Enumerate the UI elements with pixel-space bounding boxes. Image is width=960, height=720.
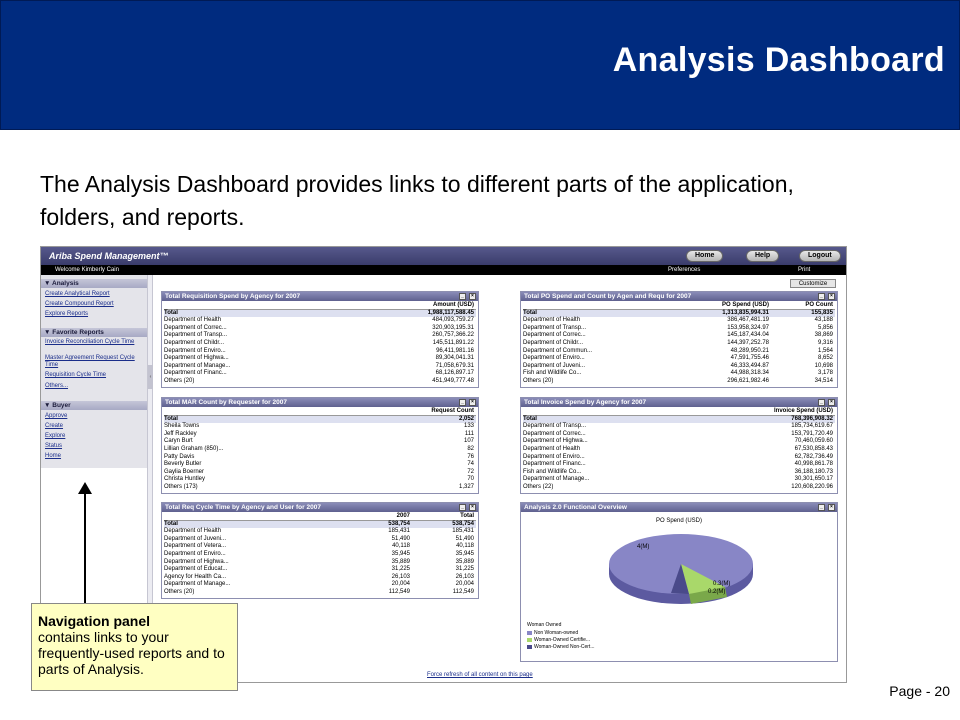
row-value: 10,698 bbox=[814, 362, 833, 369]
row-value: 26,103 bbox=[391, 573, 410, 580]
row-value: 96,411,981.16 bbox=[436, 347, 474, 354]
row-label: Total bbox=[523, 415, 537, 422]
widget-table bbox=[521, 407, 837, 493]
nav-section-analysis[interactable]: ▼ Analysis bbox=[41, 279, 149, 288]
row-label: Sheila Towns bbox=[164, 423, 200, 430]
nav-section-favorite-reports[interactable]: ▼ Favorite Reports bbox=[41, 328, 149, 337]
row-value: 40,118 bbox=[392, 543, 410, 550]
widget-req-cycle-time bbox=[161, 502, 479, 599]
minimize-icon[interactable]: _ bbox=[459, 504, 466, 511]
row-value: 3,178 bbox=[817, 370, 833, 377]
legend-swatch bbox=[527, 631, 532, 635]
widget-functional-overview bbox=[520, 502, 838, 662]
row-label: Department of Financ... bbox=[164, 370, 227, 377]
row-value: 185,734,619.67 bbox=[791, 423, 833, 430]
row-value: 112,549 bbox=[388, 588, 410, 595]
row-value: 133 bbox=[463, 423, 474, 430]
row-value: 67,530,858.43 bbox=[794, 445, 833, 452]
widget-title: Total PO Spend and Count by Agen and Requ for 2007 _ × bbox=[521, 292, 837, 301]
table-row[interactable] bbox=[164, 340, 476, 348]
legend-item: Woman-Owned Non-Cert... bbox=[527, 644, 594, 650]
row-value: 145,187,434.04 bbox=[727, 332, 769, 339]
row-value: 51,490 bbox=[391, 535, 410, 542]
close-icon[interactable]: × bbox=[469, 293, 476, 300]
row-value: 31,225 bbox=[455, 566, 474, 573]
table-row[interactable] bbox=[523, 446, 835, 454]
row-value: 62,782,736.49 bbox=[794, 453, 833, 460]
row-label: Department of Health bbox=[164, 317, 222, 324]
row-value: 36,188,180.73 bbox=[794, 468, 833, 475]
row-value: 107 bbox=[463, 438, 474, 445]
table-row[interactable] bbox=[164, 559, 476, 567]
close-icon[interactable]: × bbox=[469, 504, 476, 511]
row-label: Agency for Health Ca... bbox=[164, 573, 227, 580]
row-value: 185,431 bbox=[452, 528, 474, 535]
row-value: 153,791,720.49 bbox=[791, 430, 833, 437]
table-row[interactable] bbox=[164, 317, 476, 325]
row-value: 9,316 bbox=[817, 339, 833, 346]
pie-chart-title: PO Spend (USD) bbox=[655, 518, 703, 524]
column-header: PO Count bbox=[805, 302, 833, 308]
row-label: Department of Correc... bbox=[523, 332, 586, 339]
row-value: 2,052 bbox=[458, 415, 474, 422]
row-value: 120,608,220.96 bbox=[791, 483, 833, 490]
nav-link-status[interactable]: Status bbox=[45, 443, 63, 449]
table-row[interactable] bbox=[164, 370, 476, 378]
row-value: 153,958,324.97 bbox=[727, 324, 769, 331]
row-label: Department of Correc... bbox=[164, 324, 227, 331]
table-row[interactable] bbox=[523, 348, 835, 356]
total-row[interactable] bbox=[523, 416, 835, 424]
widget-table bbox=[162, 512, 478, 598]
table-row[interactable] bbox=[523, 431, 835, 439]
minimize-icon[interactable]: _ bbox=[459, 399, 466, 406]
total-row[interactable] bbox=[164, 310, 476, 318]
table-row[interactable] bbox=[523, 355, 835, 363]
table-row[interactable] bbox=[164, 543, 476, 551]
table-row[interactable] bbox=[523, 332, 835, 340]
row-label: Beverly Butler bbox=[164, 461, 202, 468]
row-label: Department of Childr... bbox=[523, 339, 584, 346]
widget-mar-count bbox=[161, 397, 479, 494]
logout-button[interactable]: Logout bbox=[799, 250, 841, 262]
table-row[interactable] bbox=[164, 431, 476, 439]
row-label: Department of Correc... bbox=[523, 430, 586, 437]
row-value: 1,313,835,994.31 bbox=[722, 309, 769, 316]
table-row[interactable] bbox=[523, 469, 835, 477]
table-header-row bbox=[164, 408, 476, 416]
widget-invoice-spend bbox=[520, 397, 838, 494]
table-row[interactable] bbox=[523, 317, 835, 325]
intro-text: The Analysis Dashboard provides links to different parts of the application, folders, and reports. bbox=[40, 171, 794, 230]
table-row[interactable] bbox=[523, 484, 835, 492]
row-value: 40,118 bbox=[456, 543, 474, 550]
row-value: 386,467,481.19 bbox=[727, 317, 769, 324]
close-icon[interactable]: × bbox=[469, 399, 476, 406]
table-row[interactable] bbox=[523, 423, 835, 431]
row-value: 8,652 bbox=[817, 355, 833, 362]
row-value: 26,103 bbox=[455, 573, 474, 580]
table-row[interactable] bbox=[164, 325, 476, 333]
row-label: Others (20) bbox=[164, 377, 195, 384]
column-header: PO Spend (USD) bbox=[721, 302, 769, 308]
row-value: 145,511,891.22 bbox=[432, 339, 474, 346]
nav-link-master-agreement[interactable]: Master Agreement Request Cycle Time bbox=[45, 355, 135, 368]
row-label: Department of Enviro... bbox=[523, 355, 585, 362]
preferences-link[interactable]: Preferences bbox=[668, 267, 701, 273]
row-label: Department of Enviro... bbox=[164, 550, 226, 557]
row-label: Department of Health bbox=[523, 317, 581, 324]
app-logo: Ariba Spend Management™ bbox=[49, 251, 169, 261]
row-label: Total bbox=[164, 415, 178, 422]
row-value: 35,889 bbox=[455, 558, 474, 565]
widget-title: Total MAR Count by Requester for 2007 _ × bbox=[162, 398, 478, 407]
row-label: Department of Enviro... bbox=[164, 347, 226, 354]
help-button[interactable]: Help bbox=[746, 250, 779, 262]
table-row[interactable] bbox=[523, 476, 835, 484]
row-label: Others (20) bbox=[164, 588, 195, 595]
row-label: Department of Highwa... bbox=[164, 558, 229, 565]
widget-table bbox=[521, 301, 837, 387]
table-header-row bbox=[523, 408, 835, 416]
row-label: Caryn Burt bbox=[164, 438, 193, 445]
nav-link-explore[interactable]: Explore bbox=[45, 433, 66, 439]
row-value: 155,835 bbox=[811, 309, 833, 316]
widget-title: Total Requisition Spend by Agency for 2007 _ × bbox=[162, 292, 478, 301]
close-icon[interactable]: × bbox=[828, 293, 835, 300]
row-value: 30,301,650.17 bbox=[794, 476, 833, 483]
widget-title: Total Invoice Spend by Agency for 2007 _ × bbox=[521, 398, 837, 407]
table-row[interactable] bbox=[164, 589, 476, 597]
callout-text: contains links to your frequently-used reports and to parts of Analysis. bbox=[38, 629, 225, 677]
row-label: Lillian Graham (850)... bbox=[164, 445, 224, 452]
row-label: Department of Educat... bbox=[164, 566, 228, 573]
nav-link-approve[interactable]: Approve bbox=[45, 413, 68, 419]
table-row[interactable] bbox=[164, 469, 476, 477]
row-value: 20,004 bbox=[455, 581, 474, 588]
row-label: Department of Health bbox=[523, 445, 581, 452]
column-header: Amount (USD) bbox=[433, 302, 474, 308]
table-row[interactable] bbox=[164, 446, 476, 454]
row-value: 72 bbox=[467, 468, 474, 475]
nav-link-create-compound-report[interactable]: Create Compound Report bbox=[45, 301, 114, 307]
row-value: 48,289,950.21 bbox=[730, 347, 769, 354]
row-value: 34,514 bbox=[814, 377, 833, 384]
row-label: Department of Transp... bbox=[523, 423, 587, 430]
row-value: 47,591,755.46 bbox=[730, 355, 769, 362]
nav-link-create[interactable]: Create bbox=[45, 423, 64, 429]
row-value: 320,903,195.31 bbox=[432, 324, 474, 331]
table-row[interactable] bbox=[523, 363, 835, 371]
row-label: Jeff Rackley bbox=[164, 430, 197, 437]
minimize-icon[interactable]: _ bbox=[818, 504, 825, 511]
row-value: 43,188 bbox=[814, 317, 833, 324]
title-banner bbox=[0, 0, 960, 130]
row-label: Department of Vetera... bbox=[164, 543, 227, 550]
row-value: 296,621,982.46 bbox=[727, 377, 769, 384]
row-value: 44,988,318.34 bbox=[730, 370, 769, 377]
row-label: Fish and Wildlife Co... bbox=[523, 370, 582, 377]
nav-link-create-analytical-report[interactable]: Create Analytical Report bbox=[45, 291, 110, 297]
widget-table bbox=[162, 407, 478, 493]
nav-link-explore-reports[interactable]: Explore Reports bbox=[45, 311, 89, 317]
app-header bbox=[41, 247, 846, 265]
row-value: 35,889 bbox=[391, 558, 410, 565]
row-value: 89,304,041.31 bbox=[435, 355, 474, 362]
column-header: 2007 bbox=[396, 513, 410, 519]
row-label: Department of Highwa... bbox=[164, 355, 229, 362]
row-label: Total bbox=[164, 309, 178, 316]
slide-title: Analysis Dashboard bbox=[612, 41, 945, 79]
table-row[interactable] bbox=[523, 438, 835, 446]
customize-button[interactable]: Customize bbox=[790, 279, 836, 288]
table-row[interactable] bbox=[164, 355, 476, 363]
row-value: 1,564 bbox=[817, 347, 833, 354]
total-row[interactable] bbox=[164, 416, 476, 424]
table-row[interactable] bbox=[164, 566, 476, 574]
nav-link-requisition-cycle[interactable]: Requisition Cycle Time bbox=[45, 372, 107, 378]
row-label: Others (22) bbox=[523, 483, 554, 490]
row-label: Patty Davis bbox=[164, 453, 195, 460]
row-value: 5,856 bbox=[817, 324, 833, 331]
table-row[interactable] bbox=[164, 332, 476, 340]
widget-table bbox=[162, 301, 478, 387]
legend-item: Woman-Owned Certifie... bbox=[527, 637, 590, 643]
table-row[interactable] bbox=[523, 340, 835, 348]
total-row[interactable] bbox=[523, 310, 835, 318]
table-row[interactable] bbox=[164, 461, 476, 469]
row-value: 68,126,897.17 bbox=[435, 370, 474, 377]
table-row[interactable] bbox=[164, 438, 476, 446]
home-button[interactable]: Home bbox=[686, 250, 723, 262]
nav-link-invoice-reconciliation[interactable]: Invoice Reconciliation Cycle Time bbox=[45, 339, 135, 345]
row-value: 185,431 bbox=[388, 528, 410, 535]
app-subheader bbox=[41, 265, 846, 275]
row-value: 70,460,059.60 bbox=[794, 438, 833, 445]
collapse-arrow-icon[interactable]: ‹ bbox=[148, 365, 153, 389]
row-value: 538,754 bbox=[388, 520, 410, 527]
minimize-icon[interactable]: _ bbox=[818, 293, 825, 300]
row-value: 35,945 bbox=[391, 550, 410, 557]
print-link[interactable]: Print bbox=[798, 267, 811, 273]
pie-label-03m: 0.3(M) bbox=[713, 581, 731, 587]
row-label: Department of Juveni... bbox=[523, 362, 586, 369]
table-header-row bbox=[523, 302, 835, 310]
row-value: 111 bbox=[464, 430, 474, 437]
table-row[interactable] bbox=[164, 536, 476, 544]
table-header-row bbox=[164, 302, 476, 310]
row-value: 260,757,366.22 bbox=[432, 332, 474, 339]
row-label: Total bbox=[523, 309, 537, 316]
table-row[interactable] bbox=[523, 461, 835, 469]
row-value: 74 bbox=[467, 461, 474, 468]
table-row[interactable] bbox=[164, 574, 476, 582]
pie-label-02m: 0.2(M) bbox=[708, 589, 726, 595]
close-icon[interactable]: × bbox=[828, 504, 835, 511]
row-value: 70 bbox=[467, 476, 474, 483]
force-refresh-link[interactable]: Force refresh of all content on this page bbox=[427, 672, 533, 678]
table-row[interactable] bbox=[164, 528, 476, 536]
row-value: 51,490 bbox=[455, 535, 474, 542]
row-label: Department of Childr... bbox=[164, 339, 225, 346]
column-header: Invoice Spend (USD) bbox=[773, 408, 833, 414]
table-row[interactable] bbox=[164, 581, 476, 589]
widget-title: Analysis 2.0 Functional Overview _ × bbox=[521, 503, 837, 512]
row-value: 144,397,252.78 bbox=[727, 339, 769, 346]
legend-item: Non Woman-owned bbox=[527, 630, 578, 636]
minimize-icon[interactable]: _ bbox=[818, 399, 825, 406]
widget-po-spend bbox=[520, 291, 838, 388]
row-value: 40,998,861.78 bbox=[794, 461, 833, 468]
navigation-panel-box bbox=[41, 275, 149, 468]
row-label: Department of Financ... bbox=[523, 461, 586, 468]
row-label: Department of Manage... bbox=[164, 581, 231, 588]
legend-swatch bbox=[527, 638, 532, 642]
row-value: 76 bbox=[467, 453, 474, 460]
row-label: Department of Enviro... bbox=[523, 453, 585, 460]
nav-link-home[interactable]: Home bbox=[45, 453, 62, 459]
column-header: Total bbox=[460, 513, 474, 519]
row-label: Department of Manage... bbox=[523, 476, 590, 483]
page-number: Page - 20 bbox=[889, 683, 950, 699]
table-row[interactable] bbox=[164, 348, 476, 356]
table-row[interactable] bbox=[164, 476, 476, 484]
row-label: Department of Health bbox=[164, 528, 222, 535]
total-row[interactable] bbox=[164, 521, 476, 529]
row-label: Department of Highwa... bbox=[523, 438, 588, 445]
welcome-text: Welcome Kimberly Cain bbox=[55, 267, 119, 273]
row-value: 768,396,908.32 bbox=[791, 415, 833, 422]
row-value: 484,093,759.27 bbox=[432, 317, 474, 324]
row-label: Department of Commun... bbox=[523, 347, 593, 354]
row-value: 112,549 bbox=[452, 588, 474, 595]
row-label: Department of Transp... bbox=[164, 332, 228, 339]
row-value: 31,225 bbox=[391, 566, 410, 573]
row-label: Christa Huntley bbox=[164, 476, 206, 483]
row-label: Department of Transp... bbox=[523, 324, 587, 331]
pie-label-4m: 4(M) bbox=[637, 544, 650, 550]
row-value: 46,333,494.87 bbox=[730, 362, 769, 369]
widget-title: Total Req Cycle Time by Agency and User for 2007 _ × bbox=[162, 503, 478, 512]
row-value: 38,869 bbox=[814, 332, 833, 339]
row-label: Department of Manage... bbox=[164, 362, 231, 369]
legend-title: Woman Owned bbox=[527, 622, 562, 628]
navigation-callout bbox=[31, 603, 238, 691]
close-icon[interactable]: × bbox=[828, 399, 835, 406]
table-row[interactable] bbox=[523, 370, 835, 378]
table-header-row bbox=[164, 513, 476, 521]
callout-arrow bbox=[84, 492, 86, 603]
row-label: Gaylia Boerner bbox=[164, 468, 205, 475]
row-label: Fish and Wildlife Co... bbox=[523, 468, 582, 475]
row-label: Total bbox=[164, 520, 178, 527]
pie-chart-area bbox=[521, 512, 837, 662]
nav-section-buyer[interactable]: ▼ Buyer bbox=[41, 401, 149, 410]
column-header: Request Count bbox=[431, 408, 474, 414]
row-value: 20,004 bbox=[391, 581, 410, 588]
table-row[interactable] bbox=[164, 378, 476, 386]
row-value: 82 bbox=[467, 445, 474, 452]
row-value: 1,988,117,588.45 bbox=[427, 309, 474, 316]
row-value: 71,058,679.31 bbox=[435, 362, 474, 369]
table-row[interactable] bbox=[164, 454, 476, 462]
row-value: 35,945 bbox=[455, 550, 474, 557]
table-row[interactable] bbox=[164, 363, 476, 371]
row-label: Others (20) bbox=[523, 377, 554, 384]
row-value: 451,949,777.48 bbox=[432, 377, 474, 384]
dashboard-content bbox=[153, 275, 847, 683]
row-label: Others (173) bbox=[164, 483, 198, 490]
table-row[interactable] bbox=[164, 551, 476, 559]
table-row[interactable] bbox=[523, 454, 835, 462]
widget-requisition-spend bbox=[161, 291, 479, 388]
table-row[interactable] bbox=[523, 325, 835, 333]
nav-link-others[interactable]: Others... bbox=[45, 383, 69, 389]
row-value: 538,754 bbox=[452, 520, 474, 527]
table-row[interactable] bbox=[164, 423, 476, 431]
row-label: Department of Juveni... bbox=[164, 535, 227, 542]
table-row[interactable] bbox=[164, 484, 476, 492]
table-row[interactable] bbox=[523, 378, 835, 386]
legend-swatch bbox=[527, 645, 532, 649]
callout-title: Navigation panel bbox=[38, 613, 151, 629]
row-value: 1,327 bbox=[458, 483, 474, 490]
minimize-icon[interactable]: _ bbox=[459, 293, 466, 300]
